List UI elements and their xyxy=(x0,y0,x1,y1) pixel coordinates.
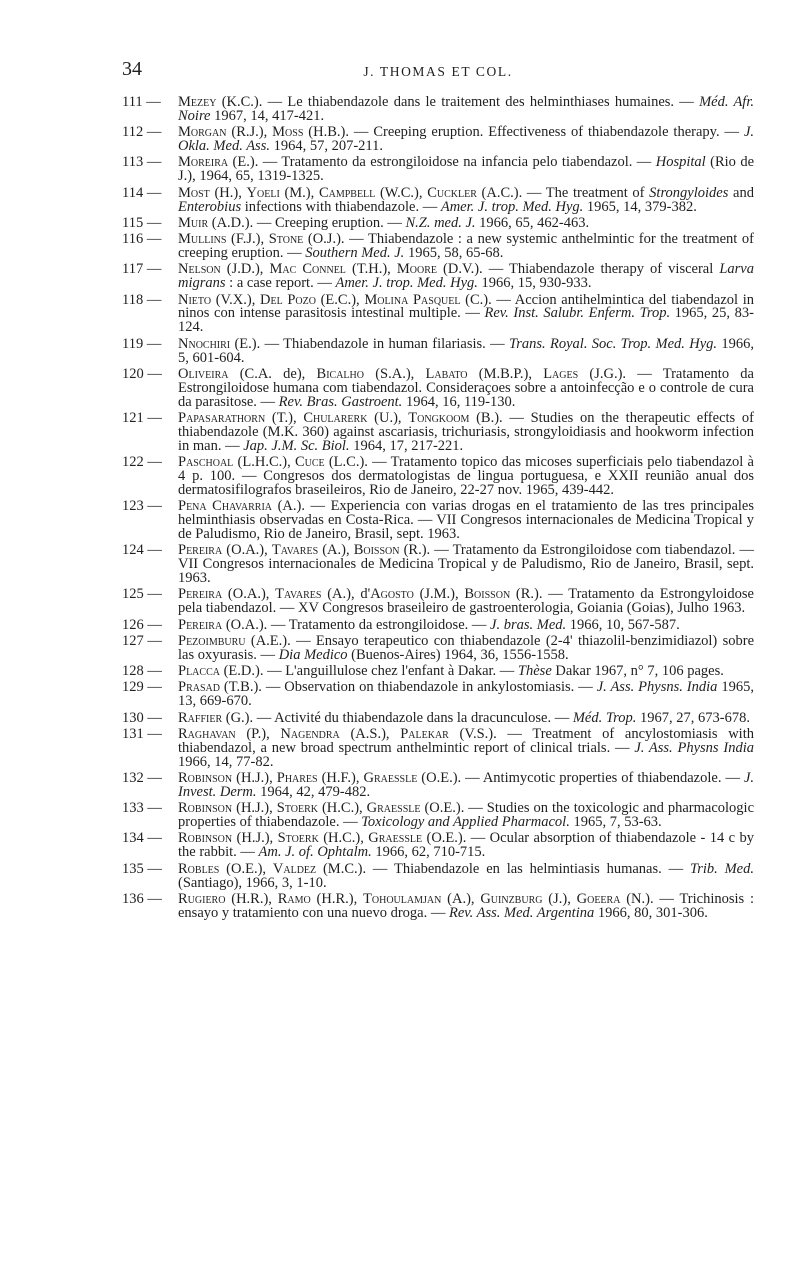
reference-author: Chularerk xyxy=(303,409,368,426)
reference-author: Robinson xyxy=(178,800,233,817)
reference-text: (H.R.), xyxy=(310,890,364,907)
reference-text: 1965, 25, 83-124. xyxy=(178,305,754,336)
reference-author: Oliveira xyxy=(178,365,229,382)
reference-number: 135 — xyxy=(122,860,162,877)
reference-text: (V.X.), xyxy=(211,291,260,308)
reference-text: 1965, 7, 53-63. xyxy=(569,814,662,831)
reference-text: (H.J.), xyxy=(232,769,277,786)
reference-number: 117 — xyxy=(122,261,162,278)
reference-text: 1965, 14, 379-382. xyxy=(583,198,697,215)
reference-source: J. Ass. Physns. India xyxy=(596,679,718,696)
reference-source: Larva migrans xyxy=(178,261,754,292)
reference-author: Nnochiri xyxy=(178,335,231,352)
reference-source: J. Invest. Derm. xyxy=(178,769,754,800)
reference-text: (B.). — Studies on the therapeutic effects of thiabendazole (M.K. 360) against ascariasis, trichuriasis, strongyloidiasis and hookworm infection in man. — xyxy=(178,409,754,454)
reference-entry xyxy=(122,214,754,231)
reference-text: (H.J.), xyxy=(232,830,278,847)
reference-text: (H.), xyxy=(209,184,247,201)
reference-text: (U.), xyxy=(367,409,409,426)
reference-text: 1964, 42, 479-482. xyxy=(256,783,371,800)
reference-text: 1966, 65, 462-463. xyxy=(475,214,590,231)
reference-number: 130 — xyxy=(122,709,162,726)
reference-source: Méd. Trop. xyxy=(572,709,637,726)
reference-number: 122 — xyxy=(122,454,162,471)
reference-text: (C.A. de), xyxy=(228,365,317,382)
reference-text: (O.E.). — Antimycotic properties of thiabendazole. — xyxy=(417,769,744,786)
reference-text: (T.), xyxy=(265,409,304,426)
reference-entry xyxy=(122,126,754,154)
reference-text: 1966, 80, 301-306. xyxy=(594,904,708,921)
reference-number: 111 — xyxy=(122,94,161,110)
reference-number: 127 — xyxy=(122,632,162,649)
reference-entry xyxy=(122,409,754,454)
reference-source: Dia Medico xyxy=(278,646,348,663)
reference-author: Tavares xyxy=(271,542,319,559)
reference-number: 118 — xyxy=(122,291,162,308)
reference-author: Muir xyxy=(178,214,209,231)
reference-author: Rugiero xyxy=(178,890,226,907)
reference-text: (F.J.), xyxy=(226,231,269,248)
reference-author: Pereira xyxy=(178,542,223,559)
reference-author: Ramo xyxy=(277,890,311,907)
reference-number: 113 — xyxy=(122,154,162,171)
reference-text: (E.). — Tratamento da estrongiloidose na infancia pelo tiabendazol. — xyxy=(228,154,656,171)
reference-text: (O.J.). — Thiabendazole : a new systemic anthelmintic for the treatment of creeping eruption. — xyxy=(178,231,754,262)
reference-author: Yoeli xyxy=(246,184,280,201)
reference-text: (T.H.), xyxy=(345,261,397,278)
reference-text: (O.A.), xyxy=(222,542,272,559)
reference-author: Moore xyxy=(396,261,437,278)
reference-text: (E.C.), xyxy=(315,291,365,308)
reference-text: (K.C.). — Le thiabendazole dans le traitement des helminthiases humaines. — xyxy=(216,94,700,110)
reference-text: (H.B.). — Creeping eruption. Effectiveness of thiabendazole therapy. — xyxy=(303,124,744,141)
reference-author: Tohoulamjan xyxy=(363,890,442,907)
reference-entry xyxy=(122,890,754,921)
reference-author: Robles xyxy=(178,860,220,877)
reference-entry xyxy=(122,832,754,860)
reference-author: Graessle xyxy=(366,800,421,817)
reference-text: infections with thiabendazole. — xyxy=(241,198,441,215)
reference-list xyxy=(122,96,754,923)
reference-entry xyxy=(122,725,754,770)
reference-text: (O.A.), xyxy=(222,586,276,603)
reference-text: (A.C.). — The treatment of xyxy=(476,184,650,201)
reference-text: (H.F.), xyxy=(317,769,364,786)
reference-text: (A.D.). — Creeping eruption. — xyxy=(208,214,406,231)
reference-text: 1966, 15, 930-933. xyxy=(477,275,592,292)
reference-entry xyxy=(122,263,754,291)
reference-text: (A.), xyxy=(441,890,481,907)
reference-source: Trans. Royal. Soc. Trop. Med. Hyg. xyxy=(508,335,718,352)
reference-author: Boisson xyxy=(353,542,400,559)
reference-entry xyxy=(122,588,754,616)
reference-entry xyxy=(122,802,754,830)
reference-text: 1964, 17, 217-221. xyxy=(349,437,464,454)
reference-text: (P.), xyxy=(235,725,281,742)
reference-entry xyxy=(122,456,754,498)
reference-source: Hospital xyxy=(655,154,706,171)
reference-author: Valdez xyxy=(272,860,317,877)
reference-text: Dakar 1967, n° 7, 106 pages. xyxy=(551,663,724,680)
reference-author: Prasad xyxy=(178,679,220,696)
reference-author: Tavares xyxy=(275,586,322,603)
reference-text: (Santiago), 1966, 3, 1-10. xyxy=(178,874,327,891)
reference-number: 116 — xyxy=(122,231,162,248)
reference-source: Trib. Med. xyxy=(689,860,754,877)
reference-text: 1967, 27, 673-678. xyxy=(636,709,750,726)
reference-source: Toxicology and Applied Pharmacol. xyxy=(361,814,570,831)
reference-text: (Rio de J.), 1964, 65, 1319-1325. xyxy=(178,154,755,185)
reference-number: 126 — xyxy=(122,616,162,633)
reference-author: Stone xyxy=(268,231,304,248)
reference-number: 125 — xyxy=(122,586,162,603)
reference-text: (H.J.), xyxy=(232,800,277,817)
reference-source: Am. J. of. Ophtalm. xyxy=(258,844,372,861)
reference-text: 1966, 62, 710-715. xyxy=(371,844,486,861)
reference-author: Del Pozo xyxy=(259,291,316,308)
reference-author: Phares xyxy=(276,769,318,786)
reference-text: (A.), d' xyxy=(321,586,371,603)
reference-author: Lages xyxy=(543,365,579,382)
reference-author: Moss xyxy=(272,124,304,141)
reference-author: Palekar xyxy=(400,725,449,742)
reference-author: Mullins xyxy=(178,231,227,248)
reference-author: Robinson xyxy=(178,830,233,847)
reference-text: 1966, 10, 567-587. xyxy=(566,616,680,633)
reference-text: (V.S.). — Treatment of ancylostomiasis with thiabendazol, a new broad spectrum anthelmintic report of clinical trials. — xyxy=(178,725,754,756)
reference-number: 133 — xyxy=(122,800,162,817)
reference-author: Pereira xyxy=(178,586,223,603)
reference-author: Graessle xyxy=(368,830,423,847)
reference-author: Bicalho xyxy=(316,365,364,382)
reference-number: 120 — xyxy=(122,365,162,382)
reference-text: (O.A.). — Tratamento da estrongiloidose. — xyxy=(222,616,491,633)
reference-text: (G.). — Activité du thiabendazole dans la dracunculose. — xyxy=(222,709,573,726)
reference-author: Molina Pasquel xyxy=(364,291,461,308)
reference-author: Cuce xyxy=(294,454,325,471)
reference-author: Nelson xyxy=(178,261,221,278)
reference-number: 112 — xyxy=(122,124,162,141)
reference-text: 1964, 16, 119-130. xyxy=(402,393,516,410)
reference-text: (L.C.). — Tratamento topico das micoses superficiais pelo tiabendazol à 4 p. 100. — Congresos dos dermatologistas de lingua portuguesa, e XXII reunião anual dos dermatosifilografos braseileiros, Rio de Janeiro, 22-27 nov. 1965, 439-442. xyxy=(178,454,754,498)
reference-author: Morgan xyxy=(178,124,227,141)
reference-text: (T.B.). — Observation on thiabendazole in ankylostomiasis. — xyxy=(219,679,597,696)
reference-text: (J.), xyxy=(542,890,577,907)
reference-source: Southern Med. J. xyxy=(305,245,405,262)
reference-text: (H.C.), xyxy=(317,800,367,817)
reference-text: 1967, 14, 417-421. xyxy=(210,107,325,124)
reference-text: (M.B.P.), xyxy=(467,365,544,382)
reference-text: (R.J.), xyxy=(226,124,273,141)
reference-source: Méd. Afr. Noire xyxy=(178,94,754,124)
reference-text: (H.R.), xyxy=(225,890,278,907)
reference-number: 115 — xyxy=(122,214,162,231)
reference-source: Thèse xyxy=(517,663,552,680)
reference-text: (A.), xyxy=(318,542,354,559)
reference-author: Robinson xyxy=(178,769,233,786)
reference-text: (J.G.). — Tratamento da Estrongiloidose humana com tiabendazol. Consideraçoes sobre a antoinfecção e o controle de cura da parasitose. — xyxy=(178,365,754,410)
reference-text: (Buenos-Aires) 1964, 36, 1556-1558. xyxy=(347,646,569,663)
reference-text: (D.V.). — Thiabendazole therapy of visceral xyxy=(436,261,720,278)
reference-entry xyxy=(122,769,754,800)
reference-number: 131 — xyxy=(122,725,162,742)
page-header xyxy=(122,58,754,86)
reference-author: Stoerk xyxy=(276,800,318,817)
reference-number: 124 — xyxy=(122,542,162,559)
reference-text: (O.E.). — Ocular absorption of thiabendazole - 14 c by the rabbit. — xyxy=(178,830,754,861)
reference-text: (R.). — Tratamento da Estrongyloidose pela tiabendazol. — XV Congresos braseileiro de gastroenterologia, Goiania (Goias), Julho 1963. xyxy=(178,586,754,617)
reference-author: Boisson xyxy=(464,586,511,603)
reference-number: 114 — xyxy=(122,184,162,201)
reference-source: Amer. J. trop. Med. Hyg. xyxy=(335,275,478,292)
reference-author: Pena Chavarria xyxy=(178,498,273,515)
reference-text: (M.), xyxy=(279,184,319,201)
reference-text: 1965, 58, 65-68. xyxy=(404,245,504,262)
reference-author: Moreira xyxy=(178,154,229,171)
reference-text: (M.C.). — Thiabendazole en las helmintiasis humanas. — xyxy=(316,860,690,877)
reference-source: J. Okla. Med. Ass. xyxy=(178,124,754,155)
reference-author: Pereira xyxy=(178,616,223,633)
reference-author: Campbell xyxy=(318,184,376,201)
reference-source: J. Ass. Physns India xyxy=(634,739,754,756)
reference-author: Labato xyxy=(425,365,468,382)
reference-text: (O.E.). — Studies on the toxicologic and pharmacologic properties of thiabendazole. — xyxy=(178,800,755,831)
reference-text: : a case report. — xyxy=(225,275,336,292)
reference-entry xyxy=(122,96,754,124)
reference-entry xyxy=(122,184,754,215)
reference-number: 121 — xyxy=(122,409,162,426)
reference-entry xyxy=(122,632,754,663)
reference-text: (E.). — Thiabendazole in human filariasis. — xyxy=(230,335,509,352)
reference-author: Agosto xyxy=(370,586,414,603)
reference-author: Most xyxy=(178,184,210,201)
reference-author: Stoerk xyxy=(277,830,319,847)
reference-text: (N.). — Trichinosis : ensayo y tratamiento con una nuevo droga. — xyxy=(178,890,754,921)
reference-text: (O.E.), xyxy=(219,860,273,877)
reference-number: 123 — xyxy=(122,498,162,515)
reference-entry xyxy=(122,616,754,633)
reference-text: (C.). — Accion antihelmintica del tiabendazol in ninos con intense parasitosis intestinal multiple. — xyxy=(178,291,755,322)
reference-entry xyxy=(122,233,754,261)
reference-text: (W.C.), xyxy=(375,184,428,201)
reference-author: Raffier xyxy=(178,709,223,726)
reference-entry xyxy=(122,544,754,586)
reference-entry xyxy=(122,156,754,184)
reference-author: Nieto xyxy=(178,291,212,308)
running-title: J. THOMAS ET COL. xyxy=(363,64,513,79)
reference-text: (S.A.), xyxy=(363,365,426,382)
reference-text: 1966, 5, 601-604. xyxy=(178,335,754,366)
reference-text: (L.H.C.), xyxy=(233,454,295,471)
reference-source: Rev. Bras. Gastroent. xyxy=(278,393,403,410)
reference-text: (H.C.), xyxy=(318,830,369,847)
reference-author: Mezey xyxy=(178,94,217,110)
reference-source: Rev. Inst. Salubr. Enferm. Trop. xyxy=(484,305,671,322)
reference-number: 119 — xyxy=(122,335,162,352)
reference-entry xyxy=(122,335,754,366)
reference-author: Mac Connel xyxy=(269,261,346,278)
reference-text: (J.D.), xyxy=(220,261,270,278)
reference-author: Pezoimburu xyxy=(178,632,246,649)
reference-number: 128 — xyxy=(122,663,162,680)
reference-author: Cuckler xyxy=(427,184,477,201)
reference-author: Papasarathorn xyxy=(178,409,266,426)
reference-number: 132 — xyxy=(122,769,162,786)
reference-number: 129 — xyxy=(122,679,162,696)
reference-author: Raghavan xyxy=(178,725,236,742)
reference-entry xyxy=(122,709,754,726)
reference-entry xyxy=(122,365,754,410)
reference-author: Nagendra xyxy=(280,725,340,742)
reference-author: Guinzburg xyxy=(480,890,543,907)
reference-entry xyxy=(122,500,754,542)
reference-text: (E.D.). — L'anguillulose chez l'enfant à Dakar. — xyxy=(219,663,518,680)
reference-entry xyxy=(122,860,754,891)
reference-entry xyxy=(122,291,755,336)
reference-number: 134 — xyxy=(122,830,162,847)
reference-text: (R.). — Tratamento da Estrongiloidose com tiabendazol. — VII Congresos internacionales de Medicina Tropical y de Paludismo, Rio de Janeiro, Brasil, sept. 1963. xyxy=(178,542,754,587)
reference-source: J. bras. Med. xyxy=(490,616,567,633)
reference-author: Graessle xyxy=(363,769,418,786)
reference-text: (J.M.), xyxy=(413,586,465,603)
reference-author: Placca xyxy=(178,663,220,680)
page-number: 34 xyxy=(122,58,142,80)
reference-text: 1966, 14, 77-82. xyxy=(178,753,274,770)
reference-source: N.Z. med. J. xyxy=(405,214,476,231)
reference-source: Enterobius xyxy=(178,198,242,215)
reference-entry xyxy=(122,665,754,679)
reference-text: (A.). — Experiencia con varias drogas en el tratamiento de las tres principales helminthiasis observadas en Costa-Rica. — VII Congresos internacionales de Medicina Tropical y de Paludismo, Rio de Janeiro, Brasil, sept. 1963. xyxy=(178,498,754,542)
reference-number: 136 — xyxy=(122,890,162,907)
reference-text: and xyxy=(728,184,754,201)
reference-source: Rev. Ass. Med. Argentina xyxy=(449,904,595,921)
reference-text: (A.S.), xyxy=(339,725,401,742)
reference-text: 1964, 57, 207-211. xyxy=(269,138,384,155)
reference-entry xyxy=(122,681,754,709)
reference-author: Paschoal xyxy=(178,454,234,471)
reference-text: (A.E.). — Ensayo terapeutico con thiabendazole (2-4' thiazolil-benzimidiazol) sobre las oxyurasis. — xyxy=(178,632,754,663)
reference-text: 1965, 13, 669-670. xyxy=(178,679,754,710)
reference-source: Strongyloides xyxy=(649,184,729,201)
reference-source: Amer. J. trop. Med. Hyg. xyxy=(440,198,584,215)
reference-source: Jap. J.M. Sc. Biol. xyxy=(243,437,350,454)
reference-author: Goeera xyxy=(576,890,621,907)
reference-author: Tongkoom xyxy=(408,409,470,426)
